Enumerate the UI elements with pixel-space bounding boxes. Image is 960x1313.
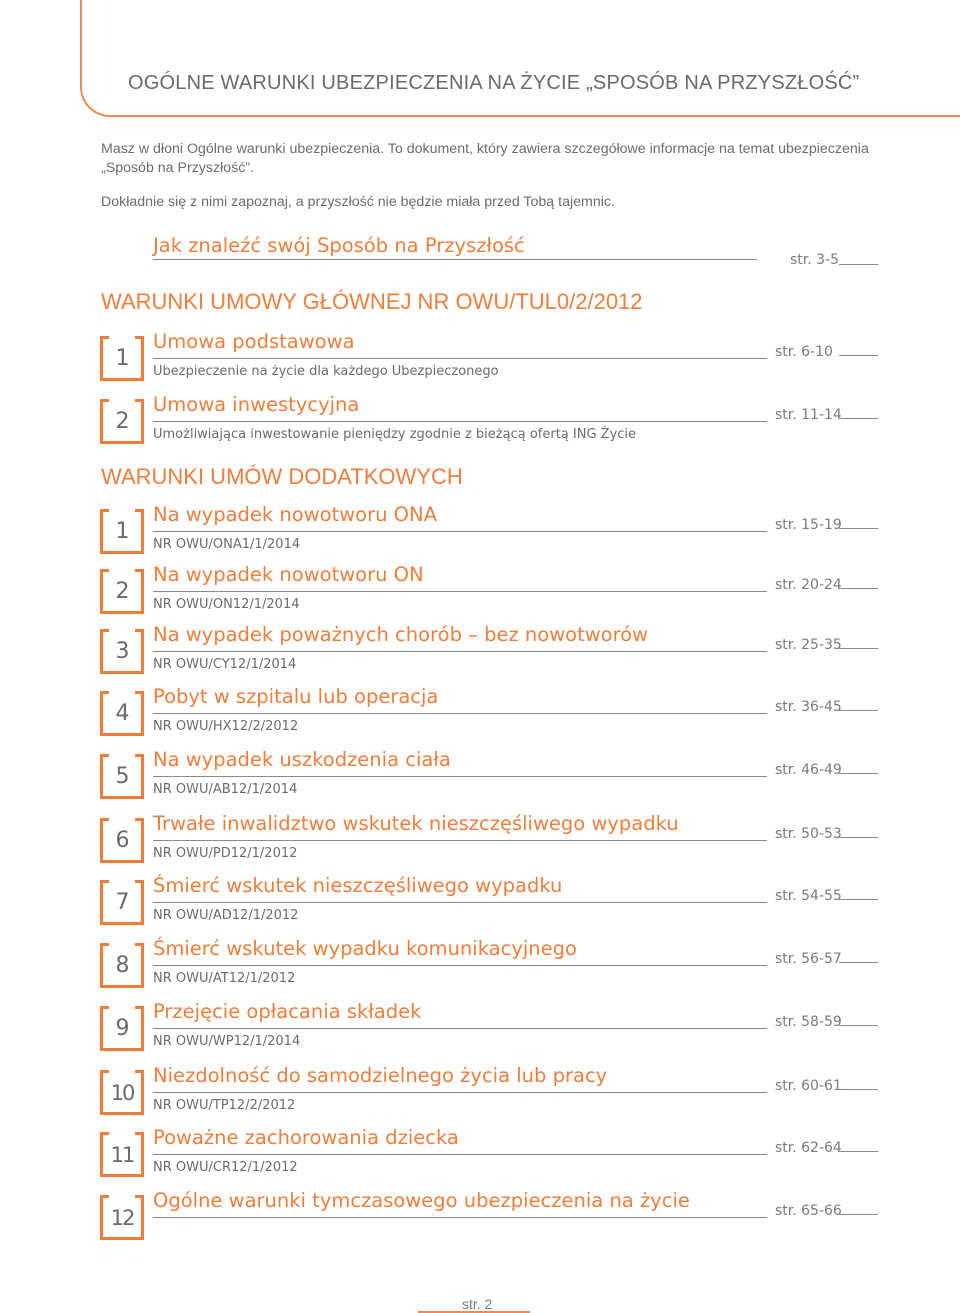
header-frame [80,0,960,117]
page-underline [839,837,878,838]
leader-line [153,965,767,966]
toc-entry-page: str. 15-19 [775,517,842,533]
intro-paragraph-1: Masz w dłoni Ogólne warunki ubezpieczenia. To dokument, który zawiera szczegółowe informacje na temat ubezpieczenia „Sposób na Przyszłość”. [101,141,869,176]
toc-entry-subtitle: NR OWU/AT12/1/2012 [153,971,296,986]
intro-paragraph-2: Dokładnie się z nimi zapoznaj, a przyszłość nie będzie miała przed Tobą tajemnic. [101,194,615,210]
toc-entry-page: str. 46-49 [775,762,842,778]
main-section-heading: WARUNKI UMOWY GŁÓWNEJ NR OWU/TUL0/2/2012 [101,289,643,314]
entry-number: 8 [115,953,129,978]
toc-entry-page: str. 6-10 [775,344,833,360]
page-underline [839,773,878,774]
toc-entry-subtitle: NR OWU/CY12/1/2014 [153,657,297,672]
page-underline [839,264,878,265]
toc-entry-page: str. 65-66 [775,1203,842,1219]
page-underline [839,899,878,900]
leader-line [153,840,767,841]
toc-entry-page: str. 3-5 [790,252,840,268]
toc-entry-page: str. 36-45 [775,699,842,715]
entry-number: 4 [115,701,129,726]
leader-line [153,902,767,903]
page-underline [839,418,878,419]
leader-line [153,776,767,777]
toc-entry-subtitle: Ubezpieczenie na życie dla każdego Ubezpieczonego [153,364,499,379]
toc-entry-title: Niezdolność do samodzielnego życia lub pracy [153,1064,608,1087]
leader-line [153,713,767,714]
toc-entry-title: Umowa inwestycyjna [153,393,360,416]
toc-entry-title: Przejęcie opłacania składek [153,1000,422,1023]
toc-entry-title: Trwałe inwalidztwo wskutek nieszczęśliwego wypadku [153,812,679,835]
toc-entry-page: str. 50-53 [775,826,842,842]
toc-entry-subtitle: NR OWU/ONA1/1/2014 [153,537,301,552]
toc-entry-subtitle: NR OWU/AB12/1/2014 [153,782,298,797]
page-underline [839,588,878,589]
page-underline [839,1214,878,1215]
page-underline [839,1025,878,1026]
page-underline [839,1089,878,1090]
toc-entry-title: Śmierć wskutek wypadku komunikacyjnego [153,937,577,960]
toc-entry-title: Pobyt w szpitalu lub operacja [153,685,439,708]
entry-number: 10 [110,1081,134,1105]
leader-line [153,591,767,592]
toc-entry-page: str. 62-64 [775,1140,842,1156]
page-number: str. 2 [462,1296,493,1312]
toc-entry-subtitle: NR OWU/TP12/2/2012 [153,1098,296,1113]
toc-entry-subtitle: NR OWU/AD12/1/2012 [153,908,299,923]
toc-entry-title: Na wypadek nowotworu ONA [153,503,437,526]
entry-number: 5 [115,764,129,789]
entry-number: 1 [115,346,129,371]
entry-number: 1 [115,519,129,544]
toc-entry-title: Ogólne warunki tymczasowego ubezpieczenia na życie [153,1189,690,1212]
toc-entry-page: str. 25-35 [775,637,842,653]
page-underline [839,648,878,649]
toc-entry-subtitle: NR OWU/CR12/1/2012 [153,1160,298,1175]
toc-entry-page: str. 56-57 [775,951,842,967]
toc-entry-title: Na wypadek poważnych chorób – bez nowotworów [153,623,649,646]
toc-entry-title: Na wypadek uszkodzenia ciała [153,748,451,771]
entry-number: 6 [115,828,129,853]
toc-entry-subtitle: NR OWU/HX12/2/2012 [153,719,299,734]
toc-entry-subtitle: NR OWU/ON12/1/2014 [153,597,300,612]
toc-entry-subtitle: NR OWU/WP12/1/2014 [153,1034,301,1049]
entry-number: 2 [115,579,129,604]
page-underline [839,962,878,963]
toc-entry-page: str. 60-61 [775,1078,842,1094]
toc-entry-subtitle: NR OWU/PD12/1/2012 [153,846,298,861]
toc-entry-title: Umowa podstawowa [153,330,355,353]
toc-entry-title: Na wypadek nowotworu ON [153,563,424,586]
page-underline [839,528,878,529]
entry-number: 3 [115,639,129,664]
leader-line [153,1028,767,1029]
leader-line [153,358,767,359]
additional-section-heading: WARUNKI UMÓW DODATKOWYCH [101,464,463,489]
toc-entry-page: str. 54-55 [775,888,842,904]
toc-entry-title: Poważne zachorowania dziecka [153,1126,459,1149]
entry-number: 11 [110,1143,134,1167]
page-underline [839,710,878,711]
entry-number: 7 [115,890,129,915]
toc-entry-title: Jak znaleźć swój Sposób na Przyszłość [153,234,525,257]
leader-line [153,259,757,260]
entry-number: 12 [110,1206,134,1230]
leader-line [153,1217,767,1218]
leader-line [153,1092,767,1093]
toc-entry-page: str. 20-24 [775,577,842,593]
toc-entry-page: str. 11-14 [775,407,842,423]
document-title: OGÓLNE WARUNKI UBEZPIECZENIA NA ŻYCIE „SPOSÓB NA PRZYSZŁOŚĆ” [128,72,860,94]
entry-number: 2 [115,409,129,434]
page-underline [839,1151,878,1152]
leader-line [153,531,767,532]
leader-line [153,421,767,422]
entry-number: 9 [115,1016,129,1041]
page-underline [839,355,878,356]
toc-entry-page: str. 58-59 [775,1014,842,1030]
toc-entry-subtitle: Umożliwiająca inwestowanie pieniędzy zgodnie z bieżącą ofertą ING Życie [153,427,637,442]
leader-line [153,651,767,652]
leader-line [153,1154,767,1155]
toc-entry-title: Śmierć wskutek nieszczęśliwego wypadku [153,874,563,897]
